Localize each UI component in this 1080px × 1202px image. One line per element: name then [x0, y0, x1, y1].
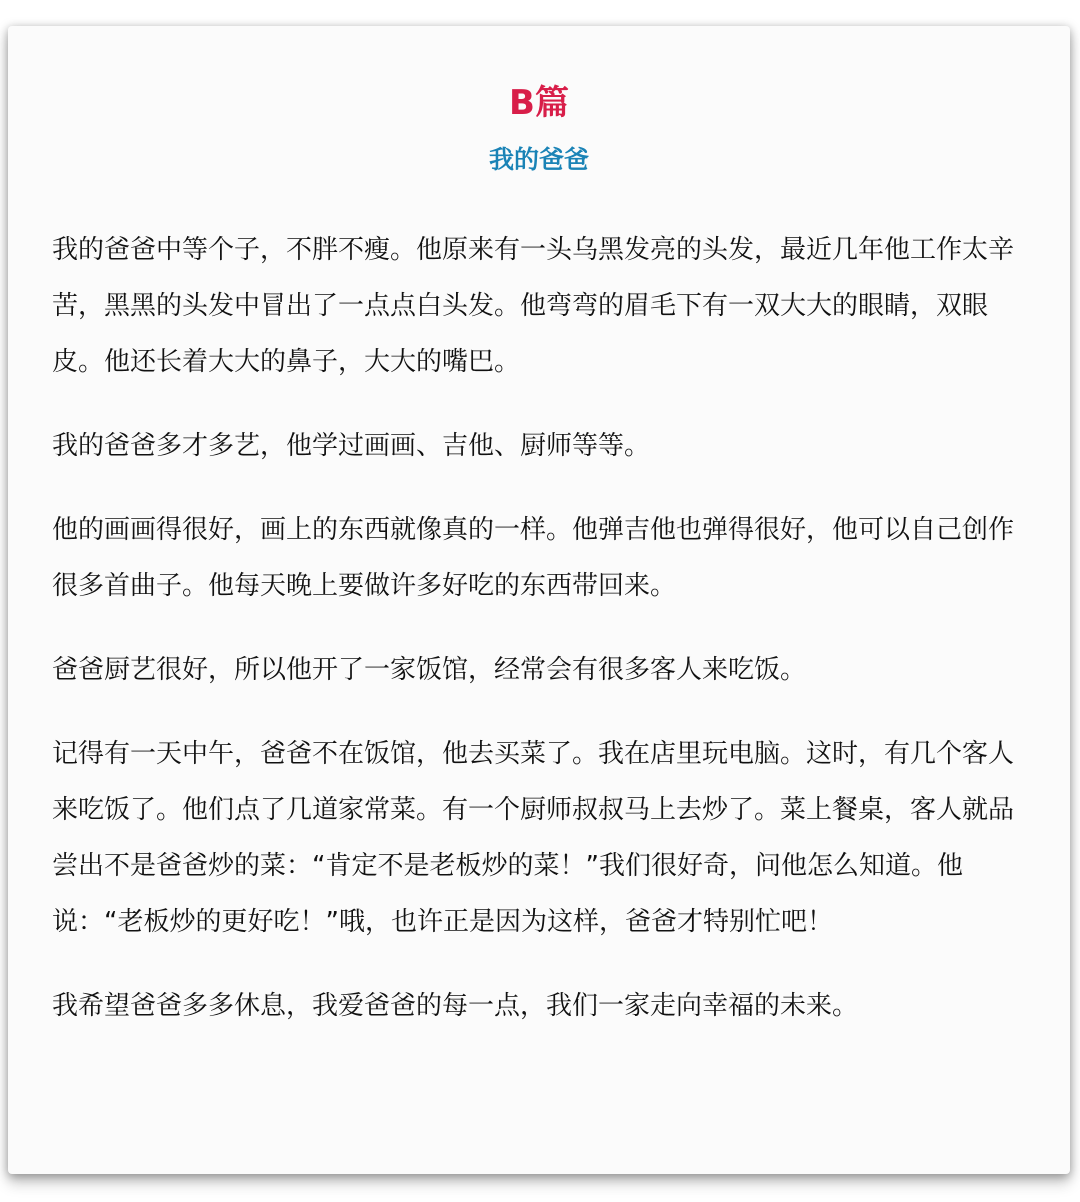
article-title: 我的爸爸 — [488, 145, 589, 174]
paragraph-appearance: 我的爸爸中等个子，不胖不瘦。他原来有一头乌黑发亮的头发，最近几年他工作太辛苦，黑黑的头发中冒出了一点点白头发。他弯弯的眉毛下有一双大大的眼睛，双眼皮。他还长着大大的鼻子，大大的嘴巴。 — [52, 235, 1015, 377]
paragraph-wish: 我希望爸爸多多休息，我爱爸爸的每一点，我们一家走向幸福的未来。 — [52, 991, 859, 1021]
paragraph-painting-guitar: 他的画画得很好，画上的东西就像真的一样。他弹吉他也弹得很好，他可以自己创作很多首曲子。他每天晚上要做许多好吃的东西带回来。 — [52, 515, 1015, 601]
paragraph-restaurant: 爸爸厨艺很好，所以他开了一家饭馆，经常会有很多客人来吃饭。 — [52, 655, 807, 685]
article-card — [8, 26, 1070, 1174]
article-body — [52, 222, 1027, 1062]
paragraph-story: 记得有一天中午，爸爸不在饭馆，他去买菜了。我在店里玩电脑。这时，有几个客人来吃饭了。他们点了几道家常菜。有一个厨师叔叔马上去炒了。菜上餐桌，客人就品尝出不是爸爸炒的菜：“肯定不是老板炒的菜！”我们很好奇，问他怎么知道。他说：“老板炒的更好吃！”哦，也许正是因为这样，爸爸才特别忙吧！ — [52, 739, 1015, 937]
paragraph-talents: 我的爸爸多才多艺，他学过画画、吉他、厨师等等。 — [52, 431, 651, 461]
article-label: B篇 — [509, 83, 569, 123]
